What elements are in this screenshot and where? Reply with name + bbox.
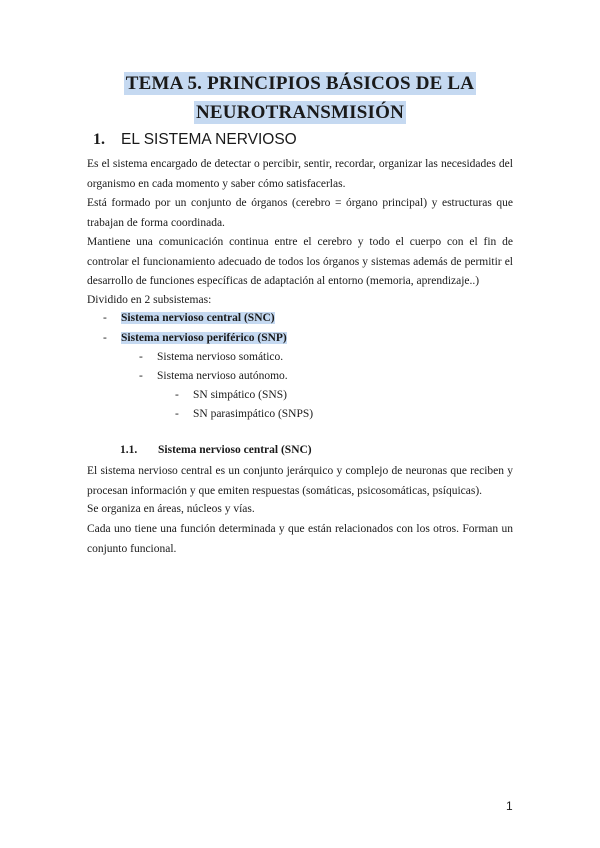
list-item-label: SN parasimpático (SNPS): [193, 408, 314, 420]
list-item-somatic: - Sistema nervioso somático.: [139, 351, 284, 363]
list-item-label: SN simpático (SNS): [193, 389, 287, 401]
paragraph-snc-function: Cada uno tiene una función determinada y que están relacionados con los otros. Forman un conjunto funcional.: [87, 523, 513, 555]
page-title-line-2: NEUROTRANSMISIÓN: [195, 102, 404, 123]
page-number: 1: [506, 799, 513, 813]
paragraph-subsystems-intro: Dividido en 2 subsistemas:: [87, 294, 212, 306]
section-heading-1: [93, 131, 297, 149]
paragraph-composition: Está formado por un conjunto de órganos (cerebro = órgano principal) y estructuras que trabajan de forma coordinada.: [87, 197, 513, 229]
list-item-snc: - Sistema nervioso central (SNC): [103, 312, 275, 324]
list-item-label: Sistema nervioso somático.: [157, 351, 284, 363]
section-title: EL SISTEMA NERVIOSO: [121, 131, 297, 148]
subsection-title: Sistema nervioso central (SNC): [158, 444, 312, 456]
list-item-snps: - SN parasimpático (SNPS): [175, 408, 314, 420]
paragraph-communication: Mantiene una comunicación continua entre el cerebro y todo el cuerpo con el fin de controlar el funcionamiento adecuado de todos los órganos y sistemas además de permitir el desarrollo de funciones específicas de adaptación al entorno (memoria, aprendizaje..): [87, 236, 513, 287]
subsection-heading-1-1: [120, 444, 312, 456]
list-item-label: Sistema nervioso periférico (SNP): [121, 332, 287, 344]
paragraph-definition: Es el sistema encargado de detectar o percibir, sentir, recordar, organizar las necesidades del organismo en cada momento y saber cómo satisfacerlas.: [87, 158, 513, 190]
list-item-snp: - Sistema nervioso periférico (SNP): [103, 332, 287, 344]
list-item-autonomic: - Sistema nervioso autónomo.: [139, 370, 288, 382]
paragraph-snc-organization: Se organiza en áreas, núcleos y vías.: [87, 503, 255, 515]
list-item-label: Sistema nervioso autónomo.: [157, 370, 288, 382]
page-title-line-1: TEMA 5. PRINCIPIOS BÁSICOS DE LA: [125, 73, 475, 94]
paragraph-snc-definition: El sistema nervioso central es un conjunto jerárquico y complejo de neuronas que reciben y procesan información y que emiten respuestas (somáticas, psicosomáticas, psíquicas).: [87, 465, 513, 497]
list-item-sns: - SN simpático (SNS): [175, 389, 287, 401]
subsection-number: 1.1.: [120, 444, 138, 456]
section-number: 1.: [93, 131, 105, 148]
list-item-label: Sistema nervioso central (SNC): [121, 312, 275, 324]
